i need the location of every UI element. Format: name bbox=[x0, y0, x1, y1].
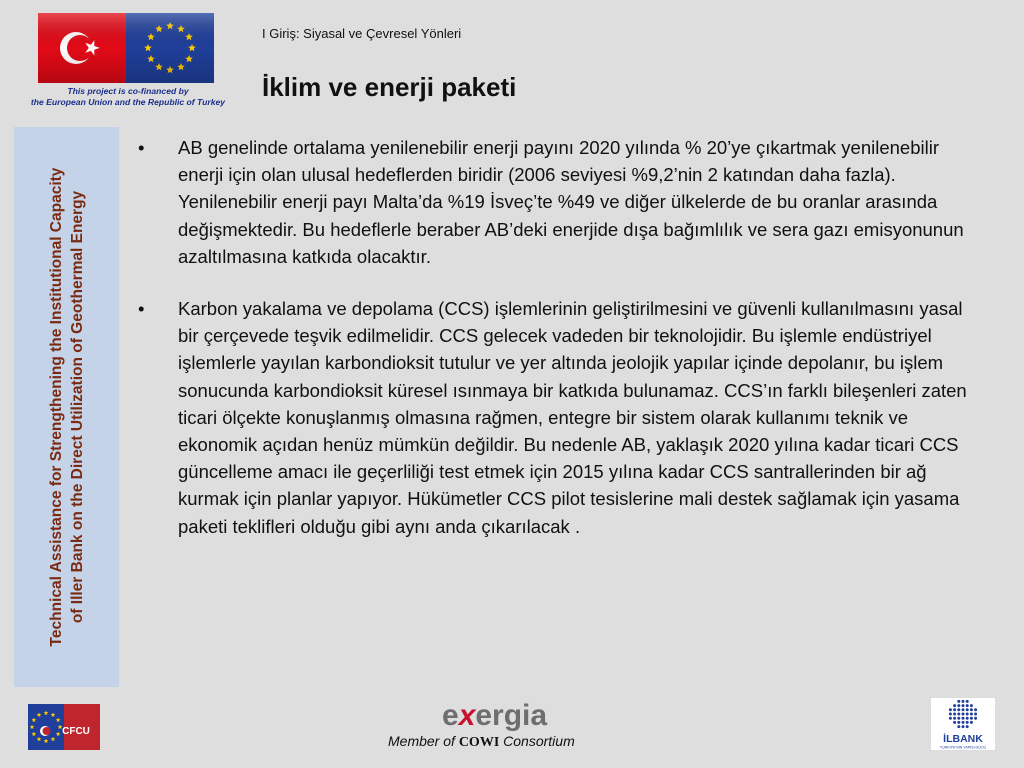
ilbank-dot-icon bbox=[970, 721, 973, 724]
ilbank-dot-icon bbox=[962, 713, 965, 716]
exergia-x: x bbox=[458, 699, 476, 732]
slide-title: İklim ve enerji paketi bbox=[262, 72, 517, 102]
ilbank-dot-icon bbox=[957, 704, 960, 707]
ilbank-dot-icon bbox=[949, 713, 952, 716]
bullet-icon: • bbox=[138, 298, 145, 320]
ilbank-dot-icon bbox=[962, 717, 965, 720]
section-label: I Giriş: Siyasal ve Çevresel Yönleri bbox=[262, 26, 462, 41]
consortium-line bbox=[388, 733, 575, 751]
ilbank-dot-icon bbox=[953, 717, 956, 720]
ilbank-dot-icon bbox=[949, 708, 952, 711]
ilbank-dot-icon bbox=[974, 708, 977, 711]
bullet-text: AB genelinde ortalama yenilenebilir enerji payını 2020 yılında % 20’ye çıkartmak yenilenebilir enerji için olan ulusal hedeflerden biridir (2006 seviyesi %9,2’nin 2 katından daha fazla). Yenilenebilir enerji payı Malta’da %19 İsveç’te %49 ve diğer ülkelerde de bu oranlar arasında değişmektedir. Bu hedeflerle beraber AB’deki enerjide dışa bağımlılık ve sera gazı emisyonunun azaltılmasına katkıda olacaktır. bbox=[178, 137, 964, 267]
ilbank-dot-icon bbox=[966, 717, 969, 720]
bullet-item bbox=[138, 134, 988, 270]
turkey-eu-flags-icon bbox=[38, 13, 214, 83]
ilbank-dot-icon bbox=[953, 721, 956, 724]
svg-text:exergia bbox=[442, 699, 547, 732]
ilbank-dot-icon bbox=[962, 704, 965, 707]
ilbank-dot-icon bbox=[966, 708, 969, 711]
ilbank-dot-icon bbox=[949, 717, 952, 720]
sidebar-line-1: Technical Assistance for Strengthening the Institutional Capacity bbox=[47, 167, 65, 647]
ilbank-dot-icon bbox=[957, 717, 960, 720]
member-suffix: Consortium bbox=[499, 733, 575, 749]
ilbank-dot-icon bbox=[970, 704, 973, 707]
exergia-rest: ergia bbox=[475, 699, 548, 732]
exergia-logo-icon bbox=[412, 697, 572, 733]
bullet-text: Karbon yakalama ve depolama (CCS) işlemlerinin geliştirilmesini ve güvenli kullanılmasını yasal bir çerçevede teşvik edilmelidir. CCS gelecek vadeden bir teknolojidir. Bu işlemle endüstriyel işlemlerle yayılan karbondioksit tutulur ve yer altında jeolojik yapılar içinde depolanır, bu işlem sonucunda karbondioksit küresel ısınmaya bir katkıda bulunamaz. CCS’ın farklı bileşenleri zaten ticari ölçekte konuşlanmış olmasına rağmen, entegre bir sistem olarak kullanımı teknik ve ekonomik açıdan henüz mümkün değildir. Bu nedenle AB, yaklaşık 2020 yılına kadar ticari CCS güncelleme amacı ile geçerliliği test etmek için 2015 yılına kadar CCS santrallerinden bir ağ kurmak için planlar yapıyor. Hükümetler CCS pilot tesislerine mali destek sağlamak için yasama paketi teklifleri olduğu gibi aynı anda çıkarılacak . bbox=[178, 298, 967, 537]
ilbank-dot-icon bbox=[974, 713, 977, 716]
project-sidebar bbox=[14, 127, 119, 687]
ilbank-dot-icon bbox=[962, 721, 965, 724]
bullet-icon: • bbox=[138, 137, 145, 158]
member-prefix: Member of bbox=[388, 733, 459, 749]
ilbank-dot-icon bbox=[966, 725, 969, 728]
sidebar-caption bbox=[46, 137, 88, 677]
ilbank-dot-icon bbox=[962, 725, 965, 728]
ilbank-dot-icon bbox=[953, 708, 956, 711]
ilbank-dot-icon bbox=[966, 721, 969, 724]
cofinance-line-1: This project is co-financed by bbox=[67, 86, 189, 96]
ilbank-label: İLBANK bbox=[943, 733, 983, 745]
ilbank-dot-icon bbox=[957, 700, 960, 703]
ilbank-dot-icon bbox=[957, 713, 960, 716]
ilbank-dot-icon bbox=[957, 708, 960, 711]
ilbank-dot-icon bbox=[953, 704, 956, 707]
exergia-e: e bbox=[442, 699, 459, 732]
ilbank-dot-icon bbox=[970, 717, 973, 720]
cofinance-note bbox=[0, 86, 256, 108]
ilbank-logo-icon bbox=[930, 697, 996, 751]
ilbank-dot-icon bbox=[966, 704, 969, 707]
ilbank-dot-icon bbox=[966, 700, 969, 703]
ilbank-dot-icon bbox=[970, 708, 973, 711]
ilbank-dot-icon bbox=[966, 713, 969, 716]
cfcu-logo-icon bbox=[28, 704, 100, 750]
ilbank-dot-icon bbox=[962, 708, 965, 711]
bullet-list bbox=[138, 134, 988, 565]
sidebar-line-2: of Iller Bank on the Direct Utilization of Geothermal Energy bbox=[68, 190, 86, 624]
cofinance-line-2: the European Union and the Republic of Turkey bbox=[30, 97, 226, 107]
cfcu-label: CFCU bbox=[62, 726, 90, 737]
ilbank-dot-icon bbox=[962, 700, 965, 703]
bullet-item bbox=[138, 295, 988, 540]
ilbank-dot-icon bbox=[957, 721, 960, 724]
ilbank-dot-icon bbox=[970, 713, 973, 716]
ilbank-dot-icon bbox=[957, 725, 960, 728]
ilbank-dot-icon bbox=[974, 717, 977, 720]
ilbank-dot-icon bbox=[953, 713, 956, 716]
cowi-name: COWI bbox=[458, 735, 500, 750]
ilbank-tagline: TÜRKİYE'NİN YAPISI GÜCÜ bbox=[939, 745, 987, 750]
